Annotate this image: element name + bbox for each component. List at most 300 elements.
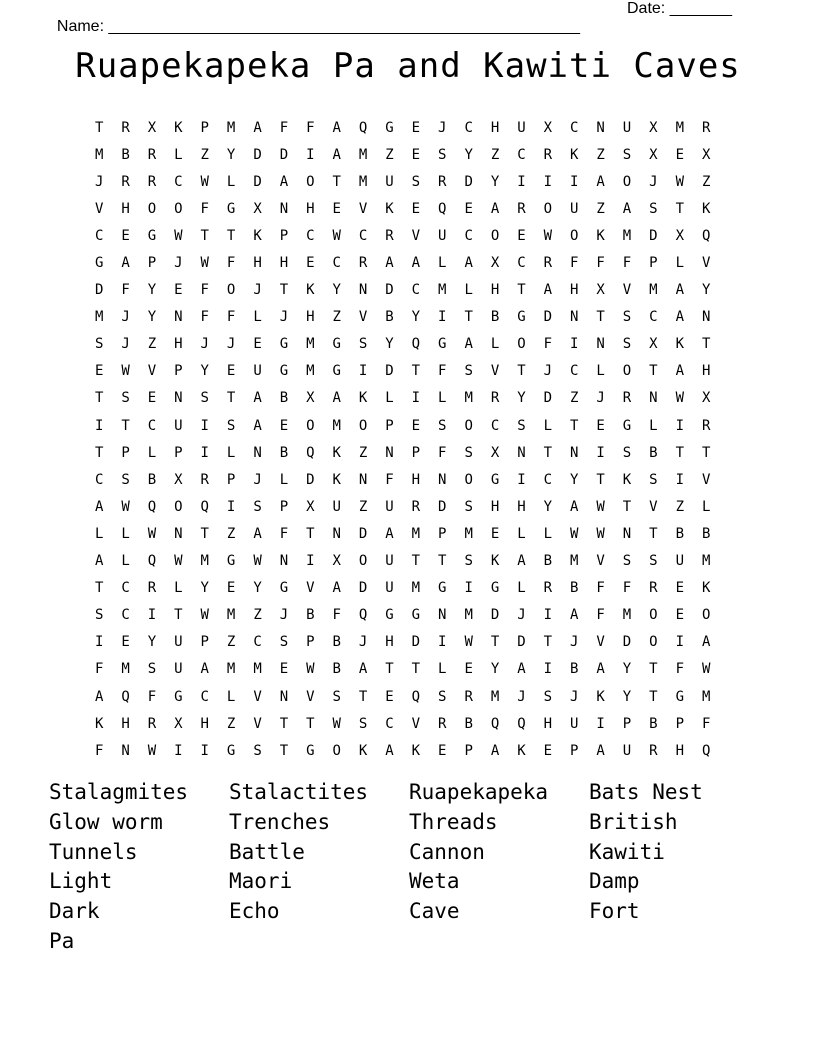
grid-letter: J: [121, 309, 130, 326]
grid-letter: L: [543, 525, 553, 542]
grid-letter: C: [517, 255, 526, 272]
grid-letter: O: [490, 227, 500, 244]
grid-letter: U: [332, 498, 341, 515]
grid-letter: T: [94, 390, 104, 407]
grid-letter: H: [121, 715, 130, 732]
grid-letter: A: [596, 173, 605, 190]
grid-letter: U: [174, 634, 183, 651]
grid-letter: E: [411, 200, 421, 217]
grid-letter: T: [279, 282, 289, 299]
grid-letter: N: [385, 444, 394, 461]
grid-letter: L: [174, 146, 183, 163]
grid-letter: D: [306, 471, 315, 488]
grid-letter: L: [438, 390, 447, 407]
grid-letter: M: [701, 553, 711, 570]
word-list: [49, 780, 769, 959]
grid-letter: Y: [490, 661, 500, 678]
grid-letter: A: [94, 688, 104, 705]
word-list-item: Stalagmites: [49, 780, 189, 804]
grid-letter: M: [411, 525, 421, 542]
grid-letter: I: [358, 363, 368, 380]
grid-letter: C: [174, 173, 183, 190]
grid-letter: M: [332, 417, 341, 434]
grid-letter: U: [622, 742, 632, 759]
grid-letter: A: [358, 661, 368, 678]
grid-letter: S: [438, 146, 447, 163]
grid-letter: I: [147, 607, 157, 624]
grid-letter: I: [200, 444, 209, 461]
grid-letter: F: [121, 282, 130, 299]
grid-letter: W: [200, 607, 209, 624]
grid-letter: A: [385, 255, 394, 272]
grid-letter: O: [226, 282, 236, 299]
grid-letter: F: [200, 200, 209, 217]
grid-letter: S: [464, 444, 473, 461]
grid-letter: A: [675, 363, 684, 380]
word-list-item: Tunnels: [49, 839, 138, 864]
grid-letter: E: [411, 119, 421, 136]
grid-letter: W: [121, 363, 130, 380]
grid-letter: D: [253, 173, 262, 190]
grid-letter: W: [570, 525, 579, 542]
grid-letter: Z: [147, 336, 157, 353]
grid-letter: V: [147, 363, 157, 380]
grid-letter: A: [570, 607, 579, 624]
grid-letter: O: [358, 553, 368, 570]
grid-letter: Y: [464, 146, 473, 163]
grid-letter: A: [332, 146, 341, 163]
grid-letter: G: [490, 471, 500, 488]
grid-letter: T: [226, 390, 236, 407]
grid-letter: O: [622, 363, 632, 380]
grid-letter: T: [174, 607, 183, 624]
grid-row: [86, 114, 719, 141]
grid-letter: V: [490, 363, 500, 380]
grid-row: [86, 629, 719, 656]
grid-letter: M: [464, 607, 473, 624]
grid-letter: M: [411, 580, 421, 597]
grid-letter: Y: [200, 363, 209, 380]
grid-letter: G: [306, 742, 315, 759]
grid-letter: M: [200, 553, 209, 570]
grid-letter: E: [121, 634, 130, 651]
grid-letter: N: [253, 444, 262, 461]
grid-letter: J: [121, 336, 130, 353]
word-list-item: Damp: [589, 869, 640, 894]
grid-letter: A: [543, 282, 553, 299]
grid-letter: H: [701, 363, 711, 380]
grid-letter: J: [517, 688, 526, 705]
grid-letter: Y: [517, 390, 526, 407]
date-field: Date: _______: [627, 0, 732, 17]
grid-letter: Y: [147, 309, 157, 326]
grid-letter: D: [279, 146, 289, 163]
grid-letter: R: [649, 580, 658, 597]
grid-letter: N: [279, 200, 289, 217]
grid-letter: A: [200, 661, 209, 678]
grid-letter: N: [174, 525, 183, 542]
word-list-item: Pa: [49, 928, 75, 953]
word-list-item: British: [589, 809, 678, 834]
grid-letter: A: [94, 553, 104, 570]
grid-letter: U: [385, 580, 394, 597]
grid-letter: P: [147, 255, 157, 272]
grid-letter: Z: [596, 200, 605, 217]
grid-row: [86, 168, 719, 195]
grid-letter: G: [622, 417, 632, 434]
grid-letter: F: [543, 336, 553, 353]
grid-letter: V: [701, 471, 711, 488]
grid-letter: R: [385, 227, 394, 244]
grid-letter: I: [596, 715, 605, 732]
grid-letter: A: [279, 173, 289, 190]
grid-letter: P: [174, 444, 183, 461]
grid-letter: A: [253, 525, 262, 542]
grid-letter: X: [174, 715, 183, 732]
grid-letter: A: [464, 336, 473, 353]
grid-letter: K: [411, 742, 421, 759]
grid-letter: W: [332, 715, 341, 732]
grid-letter: R: [701, 119, 711, 136]
grid-letter: I: [543, 661, 553, 678]
grid-letter: Z: [385, 146, 394, 163]
grid-letter: G: [517, 309, 526, 326]
grid-letter: H: [200, 715, 209, 732]
grid-letter: Y: [490, 173, 500, 190]
grid-letter: Z: [358, 498, 368, 515]
grid-letter: W: [174, 227, 183, 244]
grid-letter: T: [517, 363, 526, 380]
grid-letter: G: [147, 227, 157, 244]
grid-letter: N: [622, 525, 632, 542]
grid-letter: M: [358, 173, 368, 190]
grid-letter: M: [121, 661, 130, 678]
grid-letter: R: [200, 471, 209, 488]
grid-letter: T: [649, 688, 658, 705]
grid-letter: N: [358, 471, 368, 488]
grid-letter: K: [596, 227, 605, 244]
grid-letter: D: [253, 146, 262, 163]
grid-letter: O: [517, 336, 526, 353]
grid-letter: R: [543, 580, 553, 597]
grid-letter: F: [306, 119, 315, 136]
grid-letter: M: [226, 661, 236, 678]
grid-letter: A: [411, 255, 421, 272]
grid-letter: A: [94, 498, 104, 515]
grid-letter: Y: [622, 661, 632, 678]
grid-row: [86, 710, 719, 737]
grid-letter: T: [675, 444, 684, 461]
grid-letter: D: [358, 525, 368, 542]
grid-letter: F: [596, 255, 605, 272]
grid-letter: D: [94, 282, 104, 299]
grid-letter: Y: [411, 309, 421, 326]
grid-letter: W: [701, 661, 711, 678]
grid-letter: S: [147, 661, 157, 678]
grid-letter: G: [332, 363, 341, 380]
grid-letter: G: [279, 363, 289, 380]
grid-letter: Y: [332, 282, 341, 299]
grid-letter: X: [649, 119, 658, 136]
grid-letter: A: [596, 742, 605, 759]
grid-row: [86, 222, 719, 249]
grid-letter: C: [570, 119, 579, 136]
grid-letter: V: [306, 580, 315, 597]
grid-letter: A: [490, 742, 500, 759]
grid-letter: P: [649, 255, 658, 272]
grid-letter: Q: [147, 498, 157, 515]
grid-letter: T: [411, 661, 421, 678]
grid-letter: T: [385, 661, 394, 678]
grid-letter: B: [147, 471, 157, 488]
grid-letter: T: [279, 742, 289, 759]
grid-letter: Q: [411, 336, 421, 353]
grid-letter: U: [517, 119, 526, 136]
grid-letter: L: [174, 580, 183, 597]
grid-letter: A: [253, 417, 262, 434]
word-list-item: Kawiti: [589, 839, 665, 864]
word-list-item: Trenches: [229, 809, 331, 834]
grid-letter: D: [490, 607, 500, 624]
grid-letter: S: [121, 471, 130, 488]
grid-letter: Z: [675, 498, 684, 515]
grid-letter: O: [464, 417, 473, 434]
grid-letter: L: [543, 417, 553, 434]
grid-letter: J: [543, 363, 553, 380]
name-field: Name: _____________________________________________________: [56, 18, 581, 35]
grid-letter: V: [649, 498, 658, 515]
grid-letter: S: [253, 498, 262, 515]
grid-letter: C: [411, 282, 421, 299]
grid-letter: J: [253, 471, 262, 488]
grid-letter: R: [411, 498, 421, 515]
grid-letter: I: [438, 634, 447, 651]
grid-letter: N: [174, 309, 183, 326]
grid-letter: U: [385, 173, 394, 190]
grid-letter: P: [279, 498, 289, 515]
grid-letter: S: [517, 417, 526, 434]
grid-letter: H: [490, 119, 500, 136]
grid-letter: T: [358, 688, 368, 705]
grid-letter: B: [649, 715, 658, 732]
grid-letter: L: [438, 255, 447, 272]
grid-letter: Q: [411, 688, 421, 705]
grid-letter: U: [253, 363, 262, 380]
grid-letter: K: [701, 580, 711, 597]
grid-letter: I: [570, 173, 579, 190]
grid-letter: Z: [226, 715, 236, 732]
grid-letter: K: [596, 688, 605, 705]
grid-letter: K: [490, 553, 500, 570]
grid-letter: W: [200, 173, 209, 190]
grid-letter: U: [675, 553, 684, 570]
grid-letter: S: [121, 390, 130, 407]
word-list-item: Cannon: [409, 839, 485, 864]
grid-letter: B: [121, 146, 130, 163]
grid-letter: W: [543, 227, 553, 244]
grid-letter: J: [174, 255, 183, 272]
grid-letter: B: [675, 525, 684, 542]
grid-letter: T: [490, 634, 500, 651]
grid-letter: E: [543, 742, 553, 759]
grid-letter: C: [306, 227, 315, 244]
grid-letter: C: [200, 688, 209, 705]
grid-letter: C: [253, 634, 262, 651]
grid-letter: O: [649, 634, 658, 651]
grid-letter: T: [411, 553, 421, 570]
grid-letter: K: [385, 200, 394, 217]
grid-row: [86, 358, 719, 385]
grid-letter: G: [332, 336, 341, 353]
word-list-item: Glow worm: [49, 809, 163, 834]
grid-letter: E: [279, 417, 289, 434]
grid-letter: Q: [517, 715, 526, 732]
grid-letter: T: [596, 309, 605, 326]
grid-letter: H: [279, 255, 289, 272]
grid-letter: E: [147, 390, 157, 407]
grid-row: [86, 683, 719, 710]
grid-letter: V: [253, 688, 262, 705]
grid-letter: W: [332, 227, 341, 244]
grid-letter: M: [94, 146, 104, 163]
grid-letter: L: [464, 282, 473, 299]
grid-letter: Z: [332, 309, 341, 326]
grid-letter: S: [94, 607, 104, 624]
grid-letter: L: [438, 661, 447, 678]
grid-letter: M: [226, 119, 236, 136]
grid-letter: D: [649, 227, 658, 244]
grid-letter: U: [570, 200, 579, 217]
word-list-item: Echo: [229, 899, 280, 924]
grid-letter: D: [385, 363, 394, 380]
grid-letter: M: [358, 146, 368, 163]
grid-letter: A: [490, 200, 500, 217]
grid-letter: H: [306, 309, 315, 326]
grid-letter: B: [543, 553, 553, 570]
grid-letter: R: [121, 173, 130, 190]
grid-letter: S: [358, 336, 368, 353]
grid-letter: I: [438, 309, 447, 326]
grid-letter: G: [226, 553, 236, 570]
grid-letter: Y: [147, 282, 157, 299]
grid-letter: O: [147, 200, 157, 217]
grid-letter: T: [543, 634, 553, 651]
grid-letter: B: [701, 525, 711, 542]
grid-letter: V: [358, 200, 368, 217]
grid-letter: B: [279, 390, 289, 407]
grid-letter: H: [543, 715, 553, 732]
grid-letter: T: [649, 363, 658, 380]
grid-letter: M: [94, 309, 104, 326]
grid-letter: C: [649, 309, 658, 326]
grid-letter: M: [253, 661, 262, 678]
grid-letter: L: [490, 336, 500, 353]
grid-letter: G: [490, 580, 500, 597]
grid-letter: F: [226, 309, 236, 326]
grid-letter: W: [147, 742, 157, 759]
grid-letter: T: [517, 282, 526, 299]
grid-letter: T: [121, 417, 130, 434]
grid-letter: B: [570, 661, 579, 678]
grid-letter: X: [253, 200, 262, 217]
grid-letter: S: [438, 688, 447, 705]
grid-letter: F: [226, 255, 236, 272]
grid-letter: T: [543, 444, 553, 461]
grid-letter: P: [570, 742, 579, 759]
grid-letter: J: [226, 336, 236, 353]
grid-letter: K: [332, 444, 341, 461]
grid-letter: V: [596, 634, 605, 651]
grid-letter: E: [226, 363, 236, 380]
grid-letter: Z: [358, 444, 368, 461]
grid-letter: U: [438, 227, 447, 244]
grid-letter: G: [226, 742, 236, 759]
grid-letter: N: [517, 444, 526, 461]
grid-row: [86, 249, 719, 276]
grid-letter: Z: [596, 146, 605, 163]
grid-letter: T: [570, 417, 579, 434]
grid-letter: T: [596, 471, 605, 488]
grid-letter: R: [147, 173, 157, 190]
grid-letter: K: [253, 227, 262, 244]
grid-letter: D: [411, 634, 421, 651]
grid-letter: J: [596, 390, 605, 407]
grid-letter: A: [622, 200, 632, 217]
grid-letter: Q: [490, 715, 500, 732]
grid-letter: R: [147, 146, 157, 163]
word-search-grid: [86, 114, 719, 764]
grid-letter: E: [279, 661, 289, 678]
word-list-item: Stalactites: [229, 780, 369, 804]
grid-letter: S: [649, 553, 658, 570]
grid-letter: C: [121, 607, 130, 624]
grid-letter: I: [517, 471, 526, 488]
grid-row: [86, 737, 719, 764]
grid-row: [86, 195, 719, 222]
grid-letter: Z: [226, 634, 236, 651]
grid-letter: R: [438, 173, 447, 190]
grid-letter: C: [490, 417, 500, 434]
grid-row: [86, 548, 719, 575]
grid-letter: L: [649, 417, 658, 434]
grid-letter: F: [570, 255, 579, 272]
grid-letter: L: [226, 173, 236, 190]
grid-letter: Q: [701, 742, 711, 759]
grid-letter: P: [121, 444, 130, 461]
grid-letter: E: [464, 661, 473, 678]
grid-letter: W: [596, 498, 605, 515]
grid-letter: Z: [253, 607, 262, 624]
grid-letter: M: [464, 390, 473, 407]
grid-letter: C: [464, 119, 473, 136]
grid-row: [86, 575, 719, 602]
grid-letter: F: [279, 525, 289, 542]
grid-letter: E: [490, 525, 500, 542]
grid-letter: S: [464, 553, 473, 570]
word-list-item: Threads: [409, 809, 498, 834]
grid-letter: D: [517, 634, 526, 651]
grid-letter: A: [675, 309, 684, 326]
grid-letter: B: [464, 715, 473, 732]
grid-letter: R: [147, 580, 157, 597]
grid-letter: Q: [306, 444, 315, 461]
grid-letter: J: [570, 634, 579, 651]
grid-letter: I: [570, 336, 579, 353]
grid-letter: F: [200, 282, 209, 299]
grid-letter: J: [358, 634, 368, 651]
grid-letter: K: [358, 742, 368, 759]
grid-letter: P: [385, 417, 394, 434]
